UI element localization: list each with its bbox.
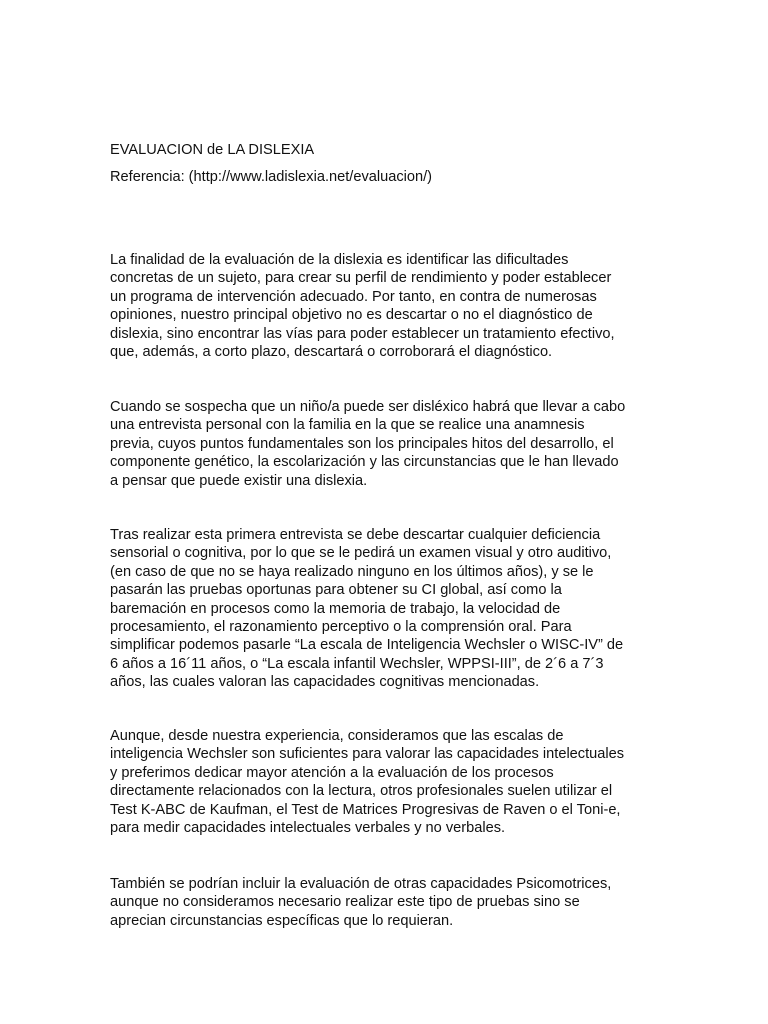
paragraph-tests xyxy=(110,526,623,692)
paragraph-line: Aunque, desde nuestra experiencia, consideramos que las escalas de xyxy=(110,728,564,744)
document-page xyxy=(110,141,670,929)
paragraph-line: que, además, a corto plazo, descartará o corroborará el diagnóstico. xyxy=(110,344,553,361)
paragraph-line: (en caso de que no se haya realizado ninguno en los últimos años), y se le xyxy=(110,563,594,580)
paragraph-line: 6 años a 16´11 años, o “La escala infantil Wechsler, WPPSI-III”, de 2´6 a 7´3 xyxy=(110,655,604,672)
paragraph-line: inteligencia Wechsler son suficientes para valorar las capacidades intelectuales xyxy=(110,746,625,763)
paragraph-line: directamente relacionados con la lectura, otros profesionales suelen utilizar el xyxy=(110,783,613,800)
paragraph-psychomotor xyxy=(110,875,611,930)
paragraph-line: Test K-ABC de Kaufman, el Test de Matrices Progresivas de Raven o el Toni-e, xyxy=(110,801,621,818)
paragraph-line: Cuando se sospecha que un niño/a puede ser disléxico habrá que llevar a cabo xyxy=(110,399,626,415)
paragraph-line: opiniones, nuestro principal objetivo no es descartar o no el diagnóstico de xyxy=(110,307,593,324)
paragraph-line: para medir capacidades intelectuales verbales y no verbales. xyxy=(110,820,506,837)
paragraph-line: La finalidad de la evaluación de la dislexia es identificar las dificultades xyxy=(110,252,569,268)
paragraph-line: pasarán las pruebas oportunas para obtener su CI global, así como la xyxy=(110,582,562,599)
paragraph-line: años, las cuales valoran las capacidades cognitivas mencionadas. xyxy=(110,674,540,691)
paragraph-line: aprecian circunstancias específicas que lo requieran. xyxy=(110,912,454,929)
paragraph-line: previa, cuyos puntos fundamentales son los principales hitos del desarrollo, el xyxy=(110,435,614,452)
paragraph-line: procesamiento, el razonamiento perceptivo o la comprensión oral. Para xyxy=(110,619,572,636)
paragraph-interview xyxy=(110,398,625,490)
document-title: EVALUACION de LA DISLEXIA xyxy=(110,142,315,158)
paragraph-line: y preferimos dedicar mayor atención a la evaluación de los procesos xyxy=(110,764,554,781)
paragraph-line: sensorial o cognitiva, por lo que se le pedirá un examen visual y otro auditivo, xyxy=(110,545,612,562)
paragraph-line: una entrevista personal con la familia en la que se realice una anamnesis xyxy=(110,417,585,434)
reference-line: Referencia: (http://www.ladislexia.net/evaluacion/) xyxy=(110,169,433,186)
paragraph-purpose xyxy=(110,251,615,361)
paragraph-line: aunque no consideramos necesario realizar este tipo de pruebas sino se xyxy=(110,894,580,911)
paragraph-line: componente genético, la escolarización y las circunstancias que le han llevado xyxy=(110,454,619,471)
paragraph-line: simplificar podemos pasarle “La escala de Inteligencia Wechsler o WISC-IV” de xyxy=(110,637,624,654)
paragraph-line: dislexia, sino encontrar las vías para poder establecer un tratamiento efectivo, xyxy=(110,325,615,342)
paragraph-line: baremación en procesos como la memoria de trabajo, la velocidad de xyxy=(110,600,561,617)
paragraph-line: a pensar que puede existir una dislexia. xyxy=(110,472,368,489)
paragraph-experience xyxy=(110,727,624,837)
paragraph-line: concretas de un sujeto, para crear su perfil de rendimiento y poder establecer xyxy=(110,270,612,287)
paragraph-line: También se podrían incluir la evaluación de otras capacidades Psicomotrices, xyxy=(110,876,612,892)
paragraph-line: Tras realizar esta primera entrevista se debe descartar cualquier deficiencia xyxy=(110,527,601,543)
paragraph-line: un programa de intervención adecuado. Por tanto, en contra de numerosas xyxy=(110,288,597,305)
